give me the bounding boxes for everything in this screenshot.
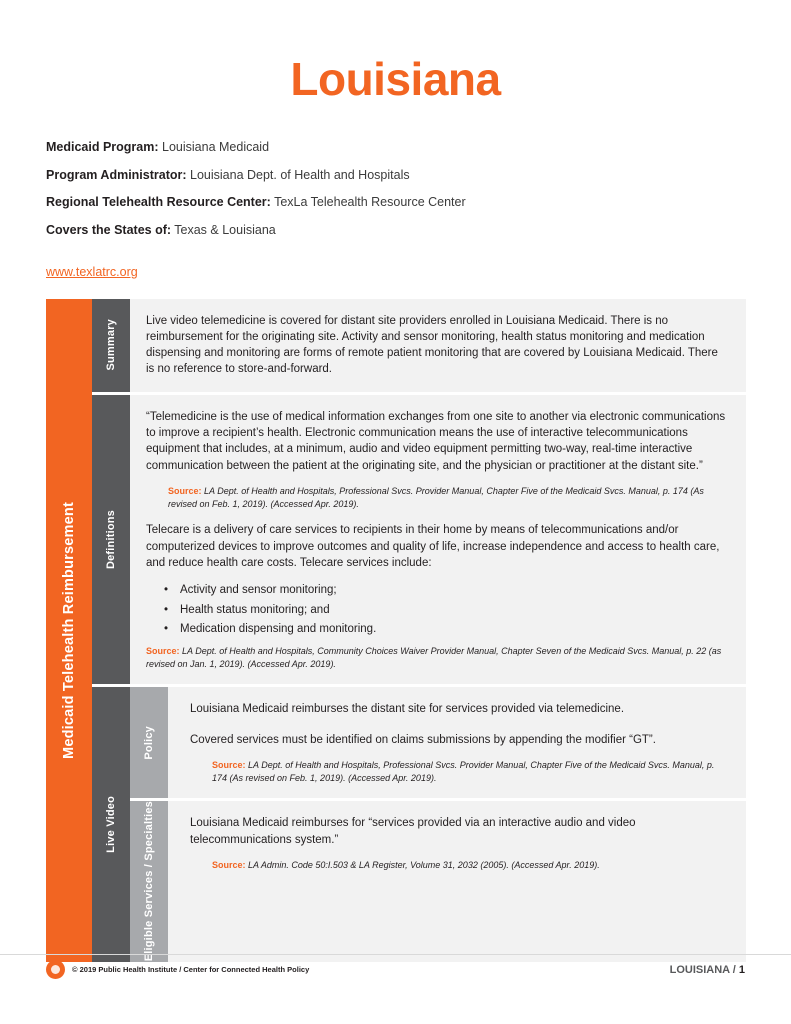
page-title: Louisiana xyxy=(290,53,501,105)
section-summary xyxy=(92,299,746,395)
eligible-services-content xyxy=(168,801,746,961)
policy-content xyxy=(168,687,746,798)
source-label: Source: xyxy=(212,859,246,870)
definitions-content xyxy=(130,395,746,685)
definitions-bullet-list xyxy=(146,582,728,637)
source-citation xyxy=(168,485,728,510)
source-citation xyxy=(212,859,728,872)
reimbursement-table xyxy=(46,299,746,962)
subsection-eligible-services xyxy=(130,801,746,961)
source-label: Source: xyxy=(146,646,180,657)
meta-value: TexLa Telehealth Resource Center xyxy=(274,195,466,210)
meta-row xyxy=(46,195,746,211)
source-label: Source: xyxy=(212,760,246,771)
source-citation xyxy=(212,759,728,784)
spine-text: Medicaid Telehealth Reimbursement xyxy=(61,501,77,759)
cchp-logo-icon xyxy=(46,960,65,979)
subsection-label-text: Eligible Services / Specialties xyxy=(143,801,155,962)
policy-paragraph-1: Louisiana Medicaid reimburses the distant site for services provided via telemedicine. xyxy=(190,703,625,716)
footer-left xyxy=(46,960,309,979)
meta-row xyxy=(46,223,746,239)
subsection-policy xyxy=(130,687,746,801)
section-label-text: Definitions xyxy=(105,510,117,570)
trc-website-link[interactable]: www.texlatrc.org xyxy=(46,264,138,279)
source-label: Source: xyxy=(168,486,202,497)
section-definitions xyxy=(92,395,746,688)
list-item: • Medication dispensing and monitoring. xyxy=(180,621,728,637)
summary-paragraph: Live video telemedicine is covered for distant site providers enrolled in Louisiana Medicaid. There is no reimbursement for the originating site. Activity and sensor monitoring, health status monitoring and medication dispensing and monitoring are forms of remote patient monitoring that are covered by Louisiana Medicaid. There is no reference to store-and-forward. xyxy=(146,314,718,376)
footer-separator: / xyxy=(732,963,736,976)
subsection-label-eligible-services xyxy=(130,801,168,961)
source-citation xyxy=(146,645,728,670)
meta-row xyxy=(46,168,746,184)
section-label-text: Summary xyxy=(105,319,117,371)
source-text: LA Dept. of Health and Hospitals, Community Choices Waiver Provider Manual, Chapter Seven of the Medicaid Svcs. Manual, p. 22 (as revised on Jan. 1, 2019). (Accessed Apr. 2019). xyxy=(146,646,722,669)
policy-paragraph-2: Covered services must be identified on claims submissions by appending the modifier “GT”. xyxy=(190,733,656,746)
source-text: LA Dept. of Health and Hospitals, Professional Svcs. Provider Manual, Chapter Five of the Medicaid Svcs. Manual, p. 174 (As revised on Feb. 1, 2019). (Accessed Apr. 2019). xyxy=(212,760,715,783)
section-label-summary xyxy=(92,299,130,392)
definitions-paragraph-2: Telecare is a delivery of care services to recipients in their home by means of telecommunications and/or computerized devices to improve outcomes and quality of life, increase independence and access to health care, and reduce health care costs. Telecare services include: xyxy=(146,524,720,569)
list-item: • Activity and sensor monitoring; xyxy=(180,582,728,598)
table-spine-label xyxy=(46,299,92,962)
source-text: LA Dept. of Health and Hospitals, Professional Svcs. Provider Manual, Chapter Five of the Medicaid Svcs. Manual, p. 174 (As revised on Feb. 1, 2019). (Accessed Apr. 2019). xyxy=(168,486,704,509)
definitions-paragraph-1: “Telemedicine is the use of medical information exchanges from one site to another via electronic communications to improve a recipient’s health. Electronic communication means the use of interactive telecommunications equipment that includes, at a minimum, audio and video equipment permitting two-way, real-time interactive communication between the patient at the originating site, and the physician or practitioner at the distant site.” xyxy=(146,410,726,472)
live-video-subsections xyxy=(130,687,746,961)
meta-value: Texas & Louisiana xyxy=(174,222,276,237)
meta-label: Covers the States of: xyxy=(46,222,172,237)
subsection-label-text: Policy xyxy=(143,726,155,760)
list-item: • Health status monitoring; and xyxy=(180,602,728,618)
footer-right xyxy=(670,964,745,976)
page-number: 1 xyxy=(738,963,745,976)
meta-value: Louisiana Medicaid xyxy=(162,140,270,154)
eligible-paragraph-1: Louisiana Medicaid reimburses for “services provided via an interactive audio and video telecommunications system.” xyxy=(190,817,636,846)
summary-content xyxy=(130,299,746,392)
copyright-text: © 2019 Public Health Institute / Center for Connected Health Policy xyxy=(72,965,310,974)
source-text: LA Admin. Code 50:I.503 & LA Register, Volume 31, 2032 (2005). (Accessed Apr. 2019). xyxy=(245,859,600,870)
meta-label: Medicaid Program: xyxy=(46,140,159,154)
page-footer xyxy=(0,954,791,984)
meta-value: Louisiana Dept. of Health and Hospitals xyxy=(190,167,410,182)
table-body xyxy=(92,299,746,962)
section-label-live-video xyxy=(92,687,130,961)
footer-state: LOUISIANA xyxy=(669,963,730,976)
meta-row xyxy=(46,140,746,156)
section-live-video xyxy=(92,687,746,961)
meta-label: Regional Telehealth Resource Center: xyxy=(46,195,271,210)
section-label-text: Live Video xyxy=(105,796,117,853)
subsection-label-policy xyxy=(130,687,168,798)
program-metadata xyxy=(46,140,746,281)
section-label-definitions xyxy=(92,395,130,685)
meta-label: Program Administrator: xyxy=(46,167,187,182)
